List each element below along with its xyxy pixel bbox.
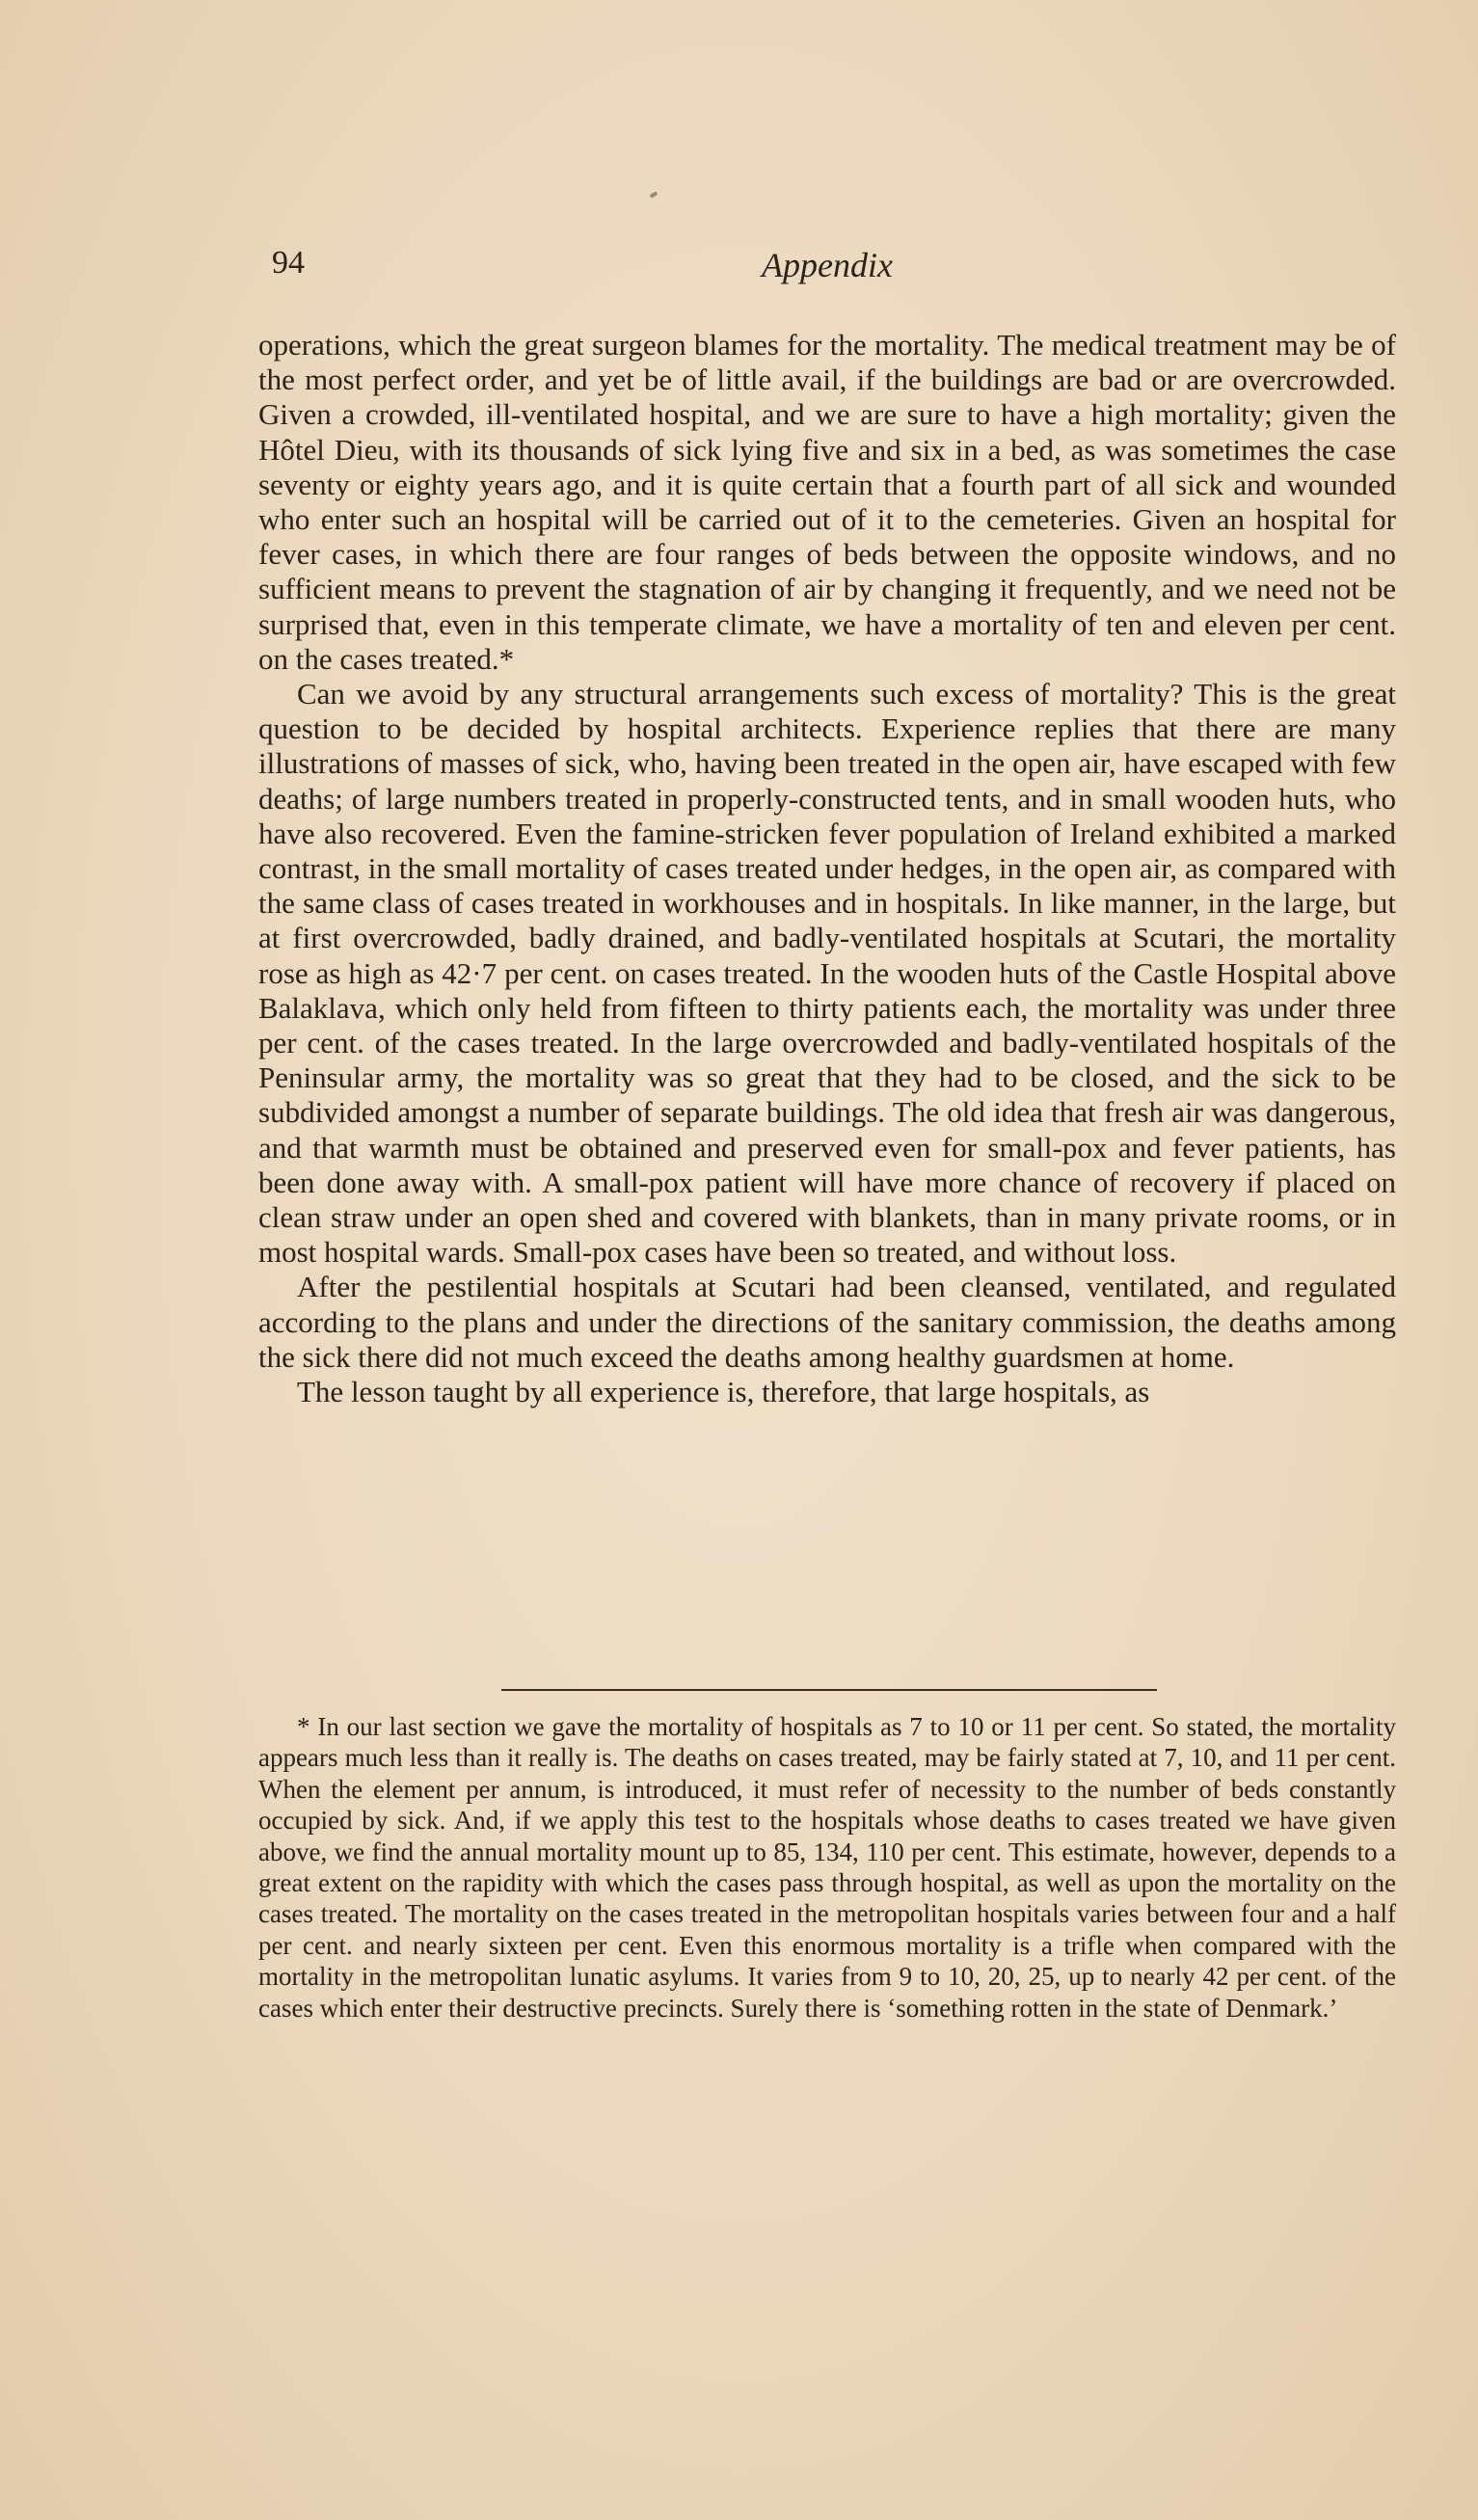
paragraph-2: Can we avoid by any structural arrangements such excess of mortality? This is the great question to be decided by hospital architects. Experience replies that there are many illustrations of masses of sick, who, having been treated in the open air, have escaped with few deaths; of large numbers treated in properly-constructed tents, and in small wooden huts, who have also recovered. Even the famine-stricken fever population of Ireland exhibited a marked contrast, in the small mortality of cases treated under hedges, in the open air, as compared with the same class of cases treated in workhouses and in hospitals. In like manner, in the large, but at first overcrowded, badly drained, and badly-ventilated hospitals at Scutari, the mortality rose as high as 42·7 per cent. on cases treated. In the wooden huts of the Castle Hospital above Balaklava, which only held from fifteen to thirty patients each, the mortality was under three per cent. of the cases treated. In the large overcrowded and badly-ventilated hospitals of the Peninsular army, the mortality was so great that they had to be closed, and the sick to be subdivided amongst a number of separate buildings. The old idea that fresh air was dangerous, and that warmth must be obtained and preserved even for small-pox and fever patients, has been done away with. A small-pox patient will have more chance of recovery if placed on clean straw under an open shed and covered with blankets, than in many private rooms, or in most hospital wards. Small-pox cases have been so treated, and without loss. <box>258 677 1396 1270</box>
running-head: Appendix <box>762 246 893 284</box>
footnote <box>258 1711 1396 2024</box>
paper-speck <box>650 191 658 198</box>
paragraph-3: After the pestilential hospitals at Scutari had been cleansed, ventilated, and regulated according to the plans and under the directions of the sanitary commission, the deaths among the sick there did not much exceed the deaths among healthy guardsmen at home. <box>258 1270 1396 1374</box>
footnote-divider <box>501 1689 1157 1691</box>
body-text <box>258 328 1396 1409</box>
page-header <box>258 241 1396 299</box>
footnote-text: * In our last section we gave the mortality of hospitals as 7 to 10 or 11 per cent. So stated, the mortality appears much less than it really is. The deaths on cases treated, may be fairly stated at 7, 10, and 11 per cent. When the element per annum, is introduced, it must refer of necessity to the number of beds constantly occupied by sick. And, if we apply this test to the hospitals whose deaths to cases treated we have given above, we find the annual mortality mount up to 85, 134, 110 per cent. This estimate, however, depends to a great extent on the rapidity with which the cases pass through hospital, as well as upon the mortality on the cases treated. The mortality on the cases treated in the metropolitan hospitals varies between four and a half per cent. and nearly sixteen per cent. Even this enormous mortality is a trifle when compared with the mortality in the metropolitan lunatic asylums. It varies from 9 to 10, 20, 25, up to nearly 42 per cent. of the cases which enter their destructive precincts. Surely there is ‘something rotten in the state of Denmark.’ <box>258 1712 1396 2023</box>
page-number: 94 <box>272 245 305 281</box>
paragraph-4: The lesson taught by all experience is, therefore, that large hospitals, as <box>297 1375 1150 1409</box>
paragraph-1: operations, which the great surgeon blames for the mortality. The medical treatment may be of the most perfect order, and yet be of little avail, if the buildings are bad or are overcrowded. Given a crowded, ill-ventilated hospital, and we are sure to have a high mortality; given the Hôtel Dieu, with its thousands of sick lying five and six in a bed, as was sometimes the case seventy or eighty years ago, and it is quite certain that a fourth part of all sick and wounded who enter such an hospital will be carried out of it to the cemeteries. Given an hospital for fever cases, in which there are four ranges of beds between the opposite windows, and no sufficient means to prevent the stagnation of air by changing it frequently, and we need not be surprised that, even in this temperate climate, we have a mortality of ten and eleven per cent. on the cases treated.* <box>258 328 1396 676</box>
